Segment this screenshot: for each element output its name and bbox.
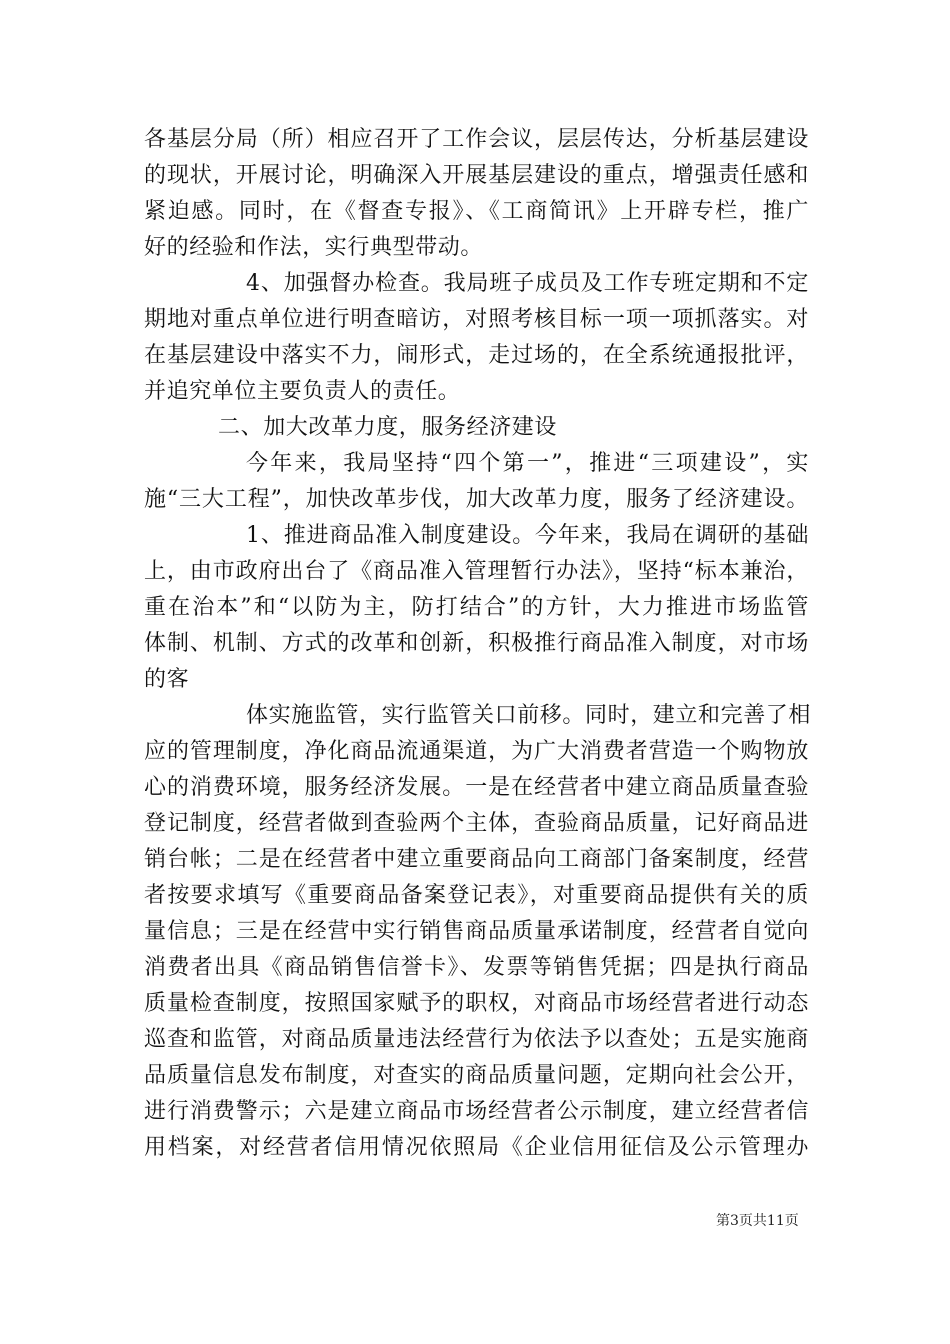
text-line: 并追究单位主要负责人的责任。 <box>144 379 461 404</box>
text-line: 的现状，开展讨论，明确深入开展基层建设的重点，增强责任感和 <box>144 163 809 188</box>
text-line: 1、推进商品准入制度建设。今年来，我局在调研的基础 <box>246 523 809 548</box>
text-line: 的客 <box>144 667 190 692</box>
text-line: 消费者出具《商品销售信誉卡》、发票等销售凭据；四是执行商品 <box>144 955 809 980</box>
text-line: 期地对重点单位进行明查暗访，对照考核目标一项一项抓落实。对 <box>144 307 809 332</box>
text-line: 紧迫感。同时，在《督查专报》、《工商简讯》上开辟专栏，推广 <box>144 199 809 224</box>
text-line: 今年来，我局坚持“四个第一”，推进“三项建设”，实 <box>246 451 809 476</box>
section-heading: 二、加大改革力度，服务经济建设 <box>218 415 558 440</box>
text-line: 上，由市政府出台了《商品准入管理暂行办法》，坚持“标本兼治， <box>144 559 809 584</box>
text-line: 体制、机制、方式的改革和创新，积极推行商品准入制度，对市场 <box>144 631 809 656</box>
text-line: 体实施监管，实行监管关口前移。同时，建立和完善了相 <box>246 703 812 728</box>
text-line: 品质量信息发布制度，对查实的商品质量问题，定期向社会公开， <box>144 1063 809 1088</box>
text-line: 质量检查制度，按照国家赋予的职权，对商品市场经营者进行动态 <box>144 991 809 1016</box>
text-line: 用档案，对经营者信用情况依照局《企业信用征信及公示管理办 <box>144 1135 809 1160</box>
text-line: 者按要求填写《重要商品备案登记表》，对重要商品提供有关的质 <box>144 883 809 908</box>
text-line: 心的消费环境，服务经济发展。一是在经营者中建立商品质量查验 <box>144 775 809 800</box>
text-line: 应的管理制度，净化商品流通渠道，为广大消费者营造一个购物放 <box>144 739 809 764</box>
text-line: 重在治本”和“以防为主，防打结合”的方针，大力推进市场监管 <box>144 595 809 620</box>
text-line: 销台帐；二是在经营者中建立重要商品向工商部门备案制度，经营 <box>144 847 809 872</box>
text-line: 4、加强督办检查。我局班子成员及工作专班定期和不定 <box>246 271 809 296</box>
page-number-footer: 第3页共11页 <box>716 1213 799 1229</box>
text-line: 在基层建设中落实不力，闹形式，走过场的，在全系统通报批评， <box>144 343 809 368</box>
text-line: 巡查和监管，对商品质量违法经营行为依法予以查处；五是实施商 <box>144 1027 809 1052</box>
text-line: 登记制度，经营者做到查验两个主体，查验商品质量，记好商品进 <box>144 811 809 836</box>
text-line: 好的经验和作法，实行典型带动。 <box>144 235 484 260</box>
text-line: 各基层分局（所）相应召开了工作会议，层层传达，分析基层建设 <box>144 127 809 152</box>
text-line: 施“三大工程”，加快改革步伐，加大改革力度，服务了经济建设。 <box>144 487 809 512</box>
text-line: 进行消费警示；六是建立商品市场经营者公示制度，建立经营者信 <box>144 1099 809 1124</box>
text-line: 量信息；三是在经营中实行销售商品质量承诺制度，经营者自觉向 <box>144 919 809 944</box>
